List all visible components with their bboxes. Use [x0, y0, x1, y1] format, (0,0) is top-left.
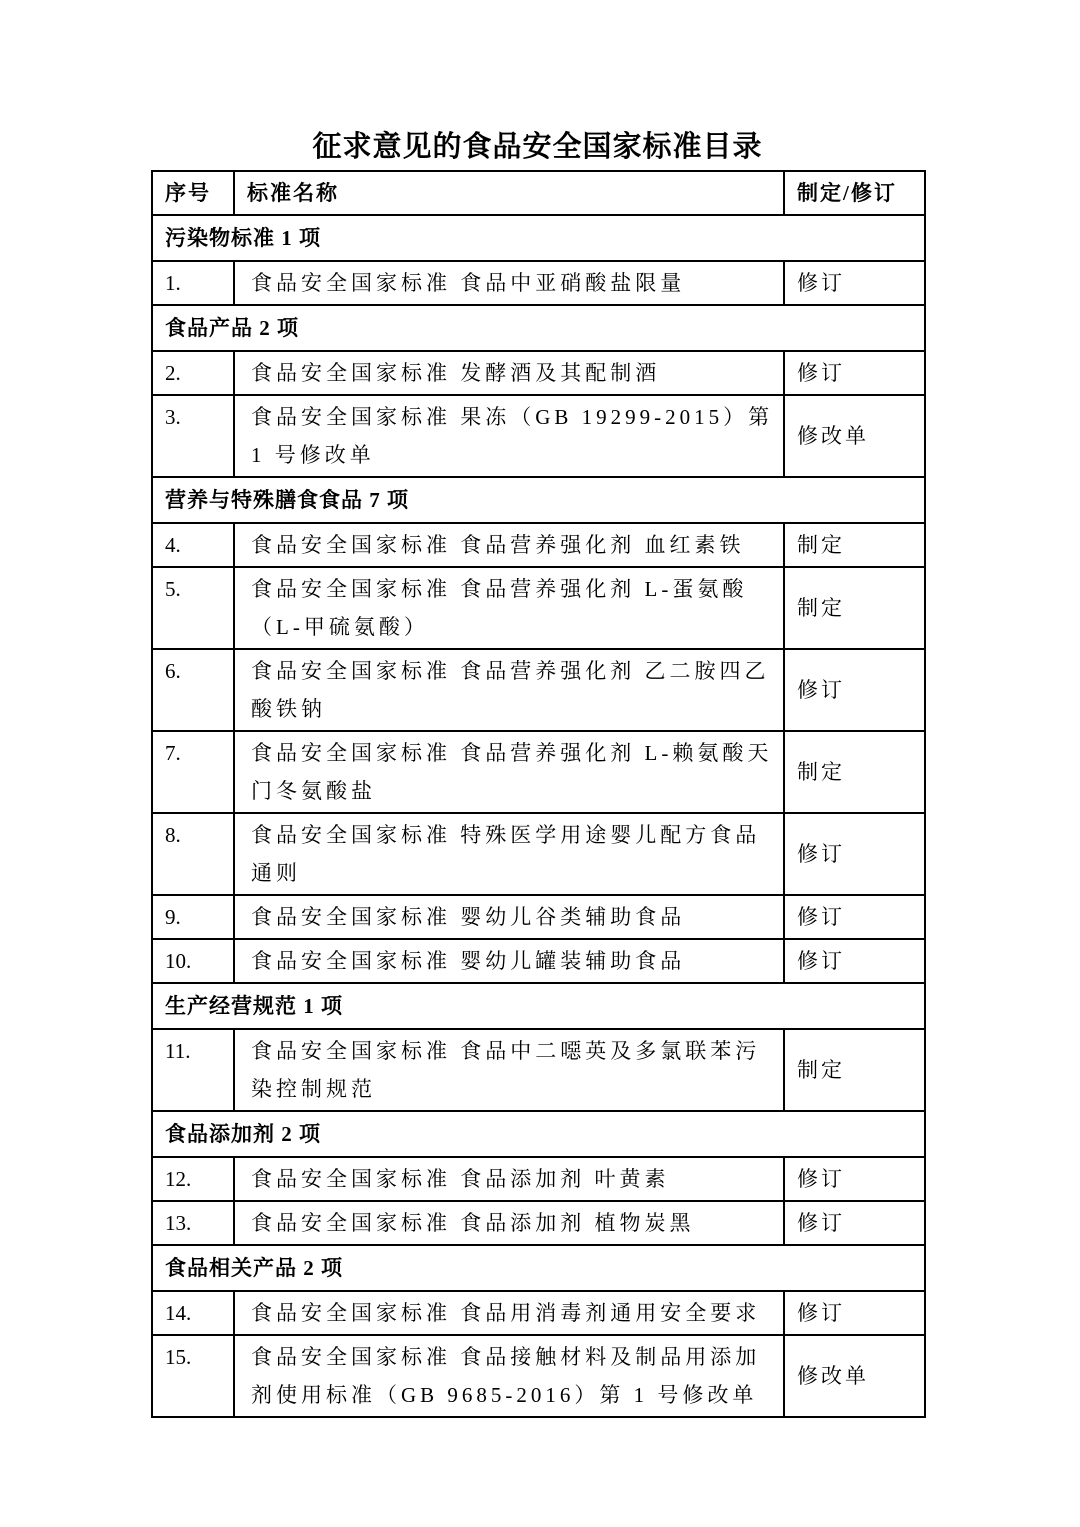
- section-label: 食品添加剂 2 项: [152, 1111, 925, 1157]
- column-header-action: 制定/修订: [784, 171, 925, 215]
- row-number: 11.: [152, 1029, 234, 1111]
- action-type: 修订: [784, 1201, 925, 1245]
- row-number: 13.: [152, 1201, 234, 1245]
- page-title: 征求意见的食品安全国家标准目录: [312, 131, 763, 163]
- row-number: 14.: [152, 1291, 234, 1335]
- standard-name: 食品安全国家标准 食品添加剂 叶黄素: [234, 1157, 784, 1201]
- action-type: 修改单: [784, 1335, 925, 1417]
- row-number: 15.: [152, 1335, 234, 1417]
- action-type: 制定: [784, 567, 925, 649]
- table-row: [152, 731, 925, 813]
- table-row: [152, 1029, 925, 1111]
- column-header-no: 序号: [152, 171, 234, 215]
- action-type: 修订: [784, 351, 925, 395]
- action-type: 修订: [784, 649, 925, 731]
- row-number: 4.: [152, 523, 234, 567]
- standard-name: 食品安全国家标准 婴幼儿谷类辅助食品: [234, 895, 784, 939]
- section-row: [152, 215, 925, 261]
- row-number: 10.: [152, 939, 234, 983]
- row-number: 8.: [152, 813, 234, 895]
- table-row: [152, 395, 925, 477]
- standard-name: 食品安全国家标准 婴幼儿罐装辅助食品: [234, 939, 784, 983]
- row-number: 9.: [152, 895, 234, 939]
- standard-name: 食品安全国家标准 食品用消毒剂通用安全要求: [234, 1291, 784, 1335]
- section-row: [152, 305, 925, 351]
- action-type: 制定: [784, 523, 925, 567]
- table-row: [152, 939, 925, 983]
- table-row: [152, 1201, 925, 1245]
- action-type: 修订: [784, 1157, 925, 1201]
- section-label: 污染物标准 1 项: [152, 215, 925, 261]
- table-row: [152, 895, 925, 939]
- section-label: 生产经营规范 1 项: [152, 983, 925, 1029]
- standard-name: 食品安全国家标准 特殊医学用途婴儿配方食品通则: [234, 813, 784, 895]
- table-header-row: [152, 171, 925, 215]
- standard-name: 食品安全国家标准 食品中亚硝酸盐限量: [234, 261, 784, 305]
- table-row: [152, 567, 925, 649]
- standard-name: 食品安全国家标准 食品接触材料及制品用添加剂使用标准（GB 9685-2016）第 1 号修改单: [234, 1335, 784, 1417]
- row-number: 3.: [152, 395, 234, 477]
- standard-name: 食品安全国家标准 食品营养强化剂 血红素铁: [234, 523, 784, 567]
- action-type: 修订: [784, 261, 925, 305]
- action-type: 修订: [784, 1291, 925, 1335]
- standard-name: 食品安全国家标准 食品中二噁英及多氯联苯污染控制规范: [234, 1029, 784, 1111]
- standard-name: 食品安全国家标准 食品营养强化剂 乙二胺四乙酸铁钠: [234, 649, 784, 731]
- row-number: 7.: [152, 731, 234, 813]
- row-number: 5.: [152, 567, 234, 649]
- standards-table: [151, 170, 926, 1418]
- section-row: [152, 1245, 925, 1291]
- column-header-name: 标准名称: [234, 171, 784, 215]
- section-label: 食品相关产品 2 项: [152, 1245, 925, 1291]
- table-row: [152, 1291, 925, 1335]
- section-row: [152, 1111, 925, 1157]
- table-row: [152, 523, 925, 567]
- table-body: [152, 215, 925, 1417]
- section-label: 营养与特殊膳食食品 7 项: [152, 477, 925, 523]
- section-row: [152, 477, 925, 523]
- section-row: [152, 983, 925, 1029]
- row-number: 2.: [152, 351, 234, 395]
- table-row: [152, 1335, 925, 1417]
- table-row: [152, 1157, 925, 1201]
- action-type: 修订: [784, 895, 925, 939]
- standard-name: 食品安全国家标准 食品营养强化剂 L-蛋氨酸（L-甲硫氨酸）: [234, 567, 784, 649]
- action-type: 修改单: [784, 395, 925, 477]
- standard-name: 食品安全国家标准 发酵酒及其配制酒: [234, 351, 784, 395]
- table-row: [152, 813, 925, 895]
- action-type: 修订: [784, 813, 925, 895]
- table-row: [152, 261, 925, 305]
- standard-name: 食品安全国家标准 食品营养强化剂 L-赖氨酸天门冬氨酸盐: [234, 731, 784, 813]
- row-number: 6.: [152, 649, 234, 731]
- row-number: 12.: [152, 1157, 234, 1201]
- row-number: 1.: [152, 261, 234, 305]
- section-label: 食品产品 2 项: [152, 305, 925, 351]
- table-row: [152, 649, 925, 731]
- standard-name: 食品安全国家标准 食品添加剂 植物炭黑: [234, 1201, 784, 1245]
- action-type: 制定: [784, 731, 925, 813]
- table-row: [152, 351, 925, 395]
- action-type: 修订: [784, 939, 925, 983]
- standard-name: 食品安全国家标准 果冻（GB 19299-2015）第 1 号修改单: [234, 395, 784, 477]
- action-type: 制定: [784, 1029, 925, 1111]
